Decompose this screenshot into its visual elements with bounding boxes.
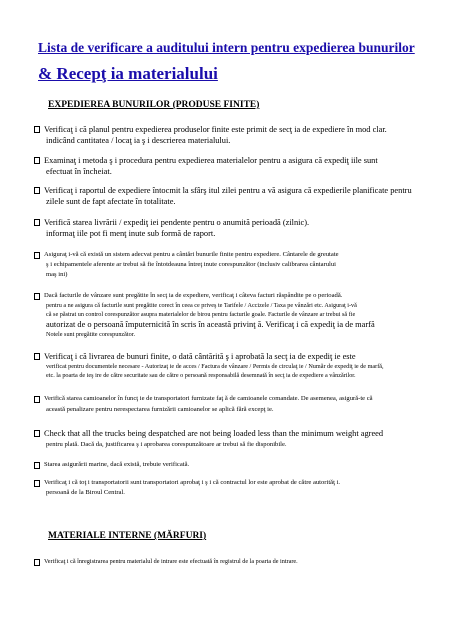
checkbox-icon [34,559,40,566]
checkbox-icon [34,126,40,133]
checkbox-icon [34,293,40,300]
checkbox-icon [34,187,40,194]
document-title: Lista de verificare a auditului intern pentru expedierea bunurilor [38,40,415,55]
checkbox-icon [34,353,40,360]
document-subtitle: & Recepţ ia materialului [38,64,218,83]
checkbox-icon [34,157,40,164]
section-heading-dispatch: EXPEDIEREA BUNURILOR (PRODUSE FINITE) [48,100,260,110]
document-page: Lista de verificare a auditului intern pentru expedierea bunurilor & Recepţ ia materialului EXPEDIEREA BUNURILOR (PRODUSE FINITE) Verificaţ i că planul pentru expedierea produselor finite este primit de secţ ia de expediere în mod clar. indicând cantitatea / locaţ ia ş i descrierea materialului. Examinaţ i metoda ş i procedura pentru expedierea materialelor pentru a asigura că expediţ iile sunt efectuat în încheiat. Verificaţ i raportul de expediere întocmit la sfârş itul zilei pentru a vă asigura că expedierile planificate pentru zilele sunt de fapt afectate în totalitate. Verifică starea livrării / expediţ iei pendente pentru o anumită perioadă (zilnic). informaţ iile pot fi menţ inute sub formă de raport. Asiguraţ i-vă că există un sistem adecvat pentru a cântări bunurile finite pentru expediere. Cântarele de greutate ş i echipamentele aferente ar trebui să fie întotdeauna întreţ inute corespunzător (inclusiv calibrarea cântarului maş ini) Dacă facturile de vânzare sunt pregătite în secţ ia de expediere, verificaţ i câteva facturi răspândite pe o perioadă. pentru a ne asigura că facturile sunt pregătite corect în ceea ce priveş te Tarifele / Accizele / Taxa pe vânzări etc. Asiguraţ i-vă că se păstrat un control corespunzător asupra materialelor de birou pentru facturile goale. Facturile de vânzare ar trebui să fie autorizat de o persoană împuternicită în scris în această privinţ ă. Verificaţ i că expediţ ia de marfă Notele sunt pregătite corespunzător. Verificaţ i că livrarea de bunuri finite, o dată cântărită ş i aprobată la secţ ia de expediţ ie este verificat pentru documentele necesare - Autorizaţ ie de acces / Factura de vânzare / Permis de circulaţ ie / Număr de expediţ ie de marfă, etc. la poarta de ieş ire de către securitate sau de către o persoană responsabilă desemnată în secţ ia de expediere a vânzărilor. Verifică starea camioanelor în funcţ ie de transportatori furnizate faţ ă de camioanele comandate. De asemenea, asigură-te că această penalizare pentru nerespectarea furnizării camioanelor se aplică fără excepţ ie. Check that all the trucks being despatched are not being loaded less than the minimum weight agreed pentru plată. Dacă da, justificarea ş i aprobarea corespunzătoare ar trebui să fie disponibile. Starea asigurării marine, dacă există, trebuie verificată. Verificaţ i că toţ i transportatorii sunt transportatori aprobaţ i ş i că contractul lor este aprobat de către autorităţ i. persoană de la Biroul Central. MATERIALE INTERNE (MĂRFURI) Verificaţ i că înregistrarea pentru materialul de intrare este efectuată în registrul de la poarta de intrare. [0,0,474,632]
checkbox-icon [34,480,40,487]
section-heading-internal-materials: MATERIALE INTERNE (MĂRFURI) [48,531,207,541]
checkbox-icon [34,252,40,259]
checkbox-icon [34,396,40,403]
checkbox-icon [34,430,40,437]
checkbox-icon [34,219,40,226]
checkbox-icon [34,462,40,469]
